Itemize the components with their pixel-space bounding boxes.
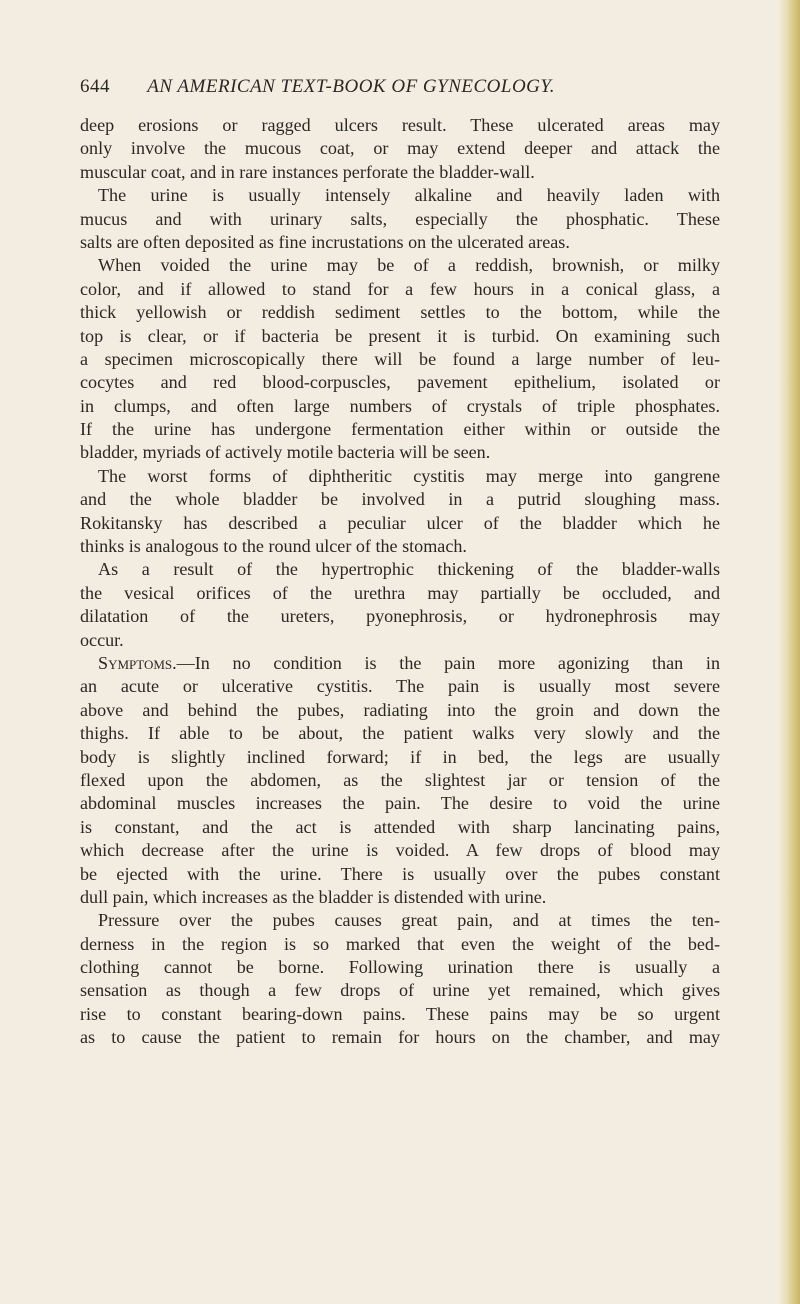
line-text: When voided the urine may be of a reddish, brownish, or milky	[98, 255, 720, 276]
text-line	[80, 1003, 720, 1026]
text-line	[80, 114, 720, 137]
line-text: derness in the region is so marked that even the weight of the bed-	[80, 933, 720, 954]
line-text: dilatation of the ureters, pyonephrosis, or hydronephrosis may	[80, 606, 720, 627]
text-line	[80, 979, 720, 1002]
running-title: AN AMERICAN TEXT-BOOK OF GYNECOLOGY.	[147, 76, 555, 97]
line-text: abdominal muscles increases the pain. The desire to void the urine	[80, 793, 720, 814]
text-line	[80, 769, 720, 792]
line-text: Pressure over the pubes causes great pain, and at times the ten-	[98, 910, 720, 931]
line-text: dull pain, which increases as the bladder is distended with urine.	[80, 886, 547, 907]
section-heading: Symptoms.	[98, 652, 177, 673]
line-text: Rokitansky has described a peculiar ulcer of the bladder which he	[80, 512, 720, 533]
page-number: 644	[80, 76, 110, 97]
text-line	[80, 418, 720, 441]
line-text: is constant, and the act is attended with sharp lancinating pains,	[80, 816, 720, 837]
text-line	[80, 371, 720, 394]
text-line	[80, 863, 720, 886]
line-text: only involve the mucous coat, or may extend deeper and attack the	[80, 138, 720, 159]
text-line	[80, 208, 720, 231]
text-line	[80, 956, 720, 979]
line-text: salts are often deposited as fine incrustations on the ulcerated areas.	[80, 231, 570, 252]
text-line	[80, 535, 720, 558]
text-line	[80, 792, 720, 815]
text-line	[80, 816, 720, 839]
line-text: and the whole bladder be involved in a putrid sloughing mass.	[80, 489, 720, 510]
page-edge-shadow	[778, 0, 800, 1304]
text-line	[80, 231, 720, 254]
line-text: color, and if allowed to stand for a few hours in a conical glass, a	[80, 278, 720, 299]
line-text: If the urine has undergone fermentation either within or outside the	[80, 419, 720, 440]
line-text: as to cause the patient to remain for hours on the chamber, and may	[80, 1027, 720, 1048]
text-line	[80, 1026, 720, 1049]
line-text: above and behind the pubes, radiating into the groin and down the	[80, 699, 720, 720]
text-line	[80, 348, 720, 371]
text-line	[80, 488, 720, 511]
text-line	[80, 254, 720, 277]
line-text: cocytes and red blood-corpuscles, pavement epithelium, isolated or	[80, 372, 720, 393]
line-text: rise to constant bearing-down pains. These pains may be so urgent	[80, 1003, 720, 1024]
text-line	[80, 512, 720, 535]
text-line	[80, 161, 720, 184]
line-text: be ejected with the urine. There is usually over the pubes constant	[80, 863, 720, 884]
line-text: mucus and with urinary salts, especially the phosphatic. These	[80, 208, 720, 229]
text-line	[80, 395, 720, 418]
text-line	[80, 301, 720, 324]
text-line	[80, 629, 720, 652]
text-line	[80, 933, 720, 956]
line-text: clothing cannot be borne. Following urination there is usually a	[80, 957, 720, 978]
line-text: As a result of the hypertrophic thickening of the bladder-walls	[98, 559, 720, 580]
line-text: The worst forms of diphtheritic cystitis may merge into gangrene	[98, 465, 720, 486]
text-line	[80, 137, 720, 160]
text-line	[80, 909, 720, 932]
text-line	[80, 886, 720, 909]
text-line	[80, 605, 720, 628]
line-text: which decrease after the urine is voided. A few drops of blood may	[80, 840, 720, 861]
text-line	[80, 325, 720, 348]
line-text: sensation as though a few drops of urine yet remained, which gives	[80, 980, 720, 1001]
line-text: —In no condition is the pain more agonizing than in	[176, 652, 720, 673]
text-line	[80, 839, 720, 862]
line-text: the vesical orifices of the urethra may partially be occluded, and	[80, 582, 720, 603]
line-text: bladder, myriads of actively motile bacteria will be seen.	[80, 442, 491, 463]
line-text: body is slightly inclined forward; if in bed, the legs are usually	[80, 746, 720, 767]
text-line	[80, 184, 720, 207]
line-text: top is clear, or if bacteria be present it is turbid. On examining such	[80, 325, 720, 346]
line-text: muscular coat, and in rare instances perforate the bladder-wall.	[80, 161, 535, 182]
body-text	[80, 114, 720, 1050]
text-line	[80, 465, 720, 488]
text-line	[80, 441, 720, 464]
text-line	[80, 722, 720, 745]
line-text: thick yellowish or reddish sediment settles to the bottom, while the	[80, 302, 720, 323]
text-line	[80, 558, 720, 581]
line-text: an acute or ulcerative cystitis. The pain is usually most severe	[80, 676, 720, 697]
line-text: in clumps, and often large numbers of crystals of triple phosphates.	[80, 395, 720, 416]
text-line	[80, 278, 720, 301]
line-text: thighs. If able to be about, the patient walks very slowly and the	[80, 723, 720, 744]
running-head	[80, 76, 720, 102]
text-line	[80, 746, 720, 769]
text-line	[80, 582, 720, 605]
text-line	[80, 652, 720, 675]
line-text: deep erosions or ragged ulcers result. These ulcerated areas may	[80, 115, 720, 135]
line-text: The urine is usually intensely alkaline and heavily laden with	[98, 185, 720, 206]
line-text: occur.	[80, 629, 124, 650]
text-line	[80, 699, 720, 722]
line-text: flexed upon the abdomen, as the slightest jar or tension of the	[80, 769, 720, 790]
text-line	[80, 675, 720, 698]
line-text: a specimen microscopically there will be found a large number of leu-	[80, 348, 720, 369]
line-text: thinks is analogous to the round ulcer of the stomach.	[80, 536, 467, 557]
